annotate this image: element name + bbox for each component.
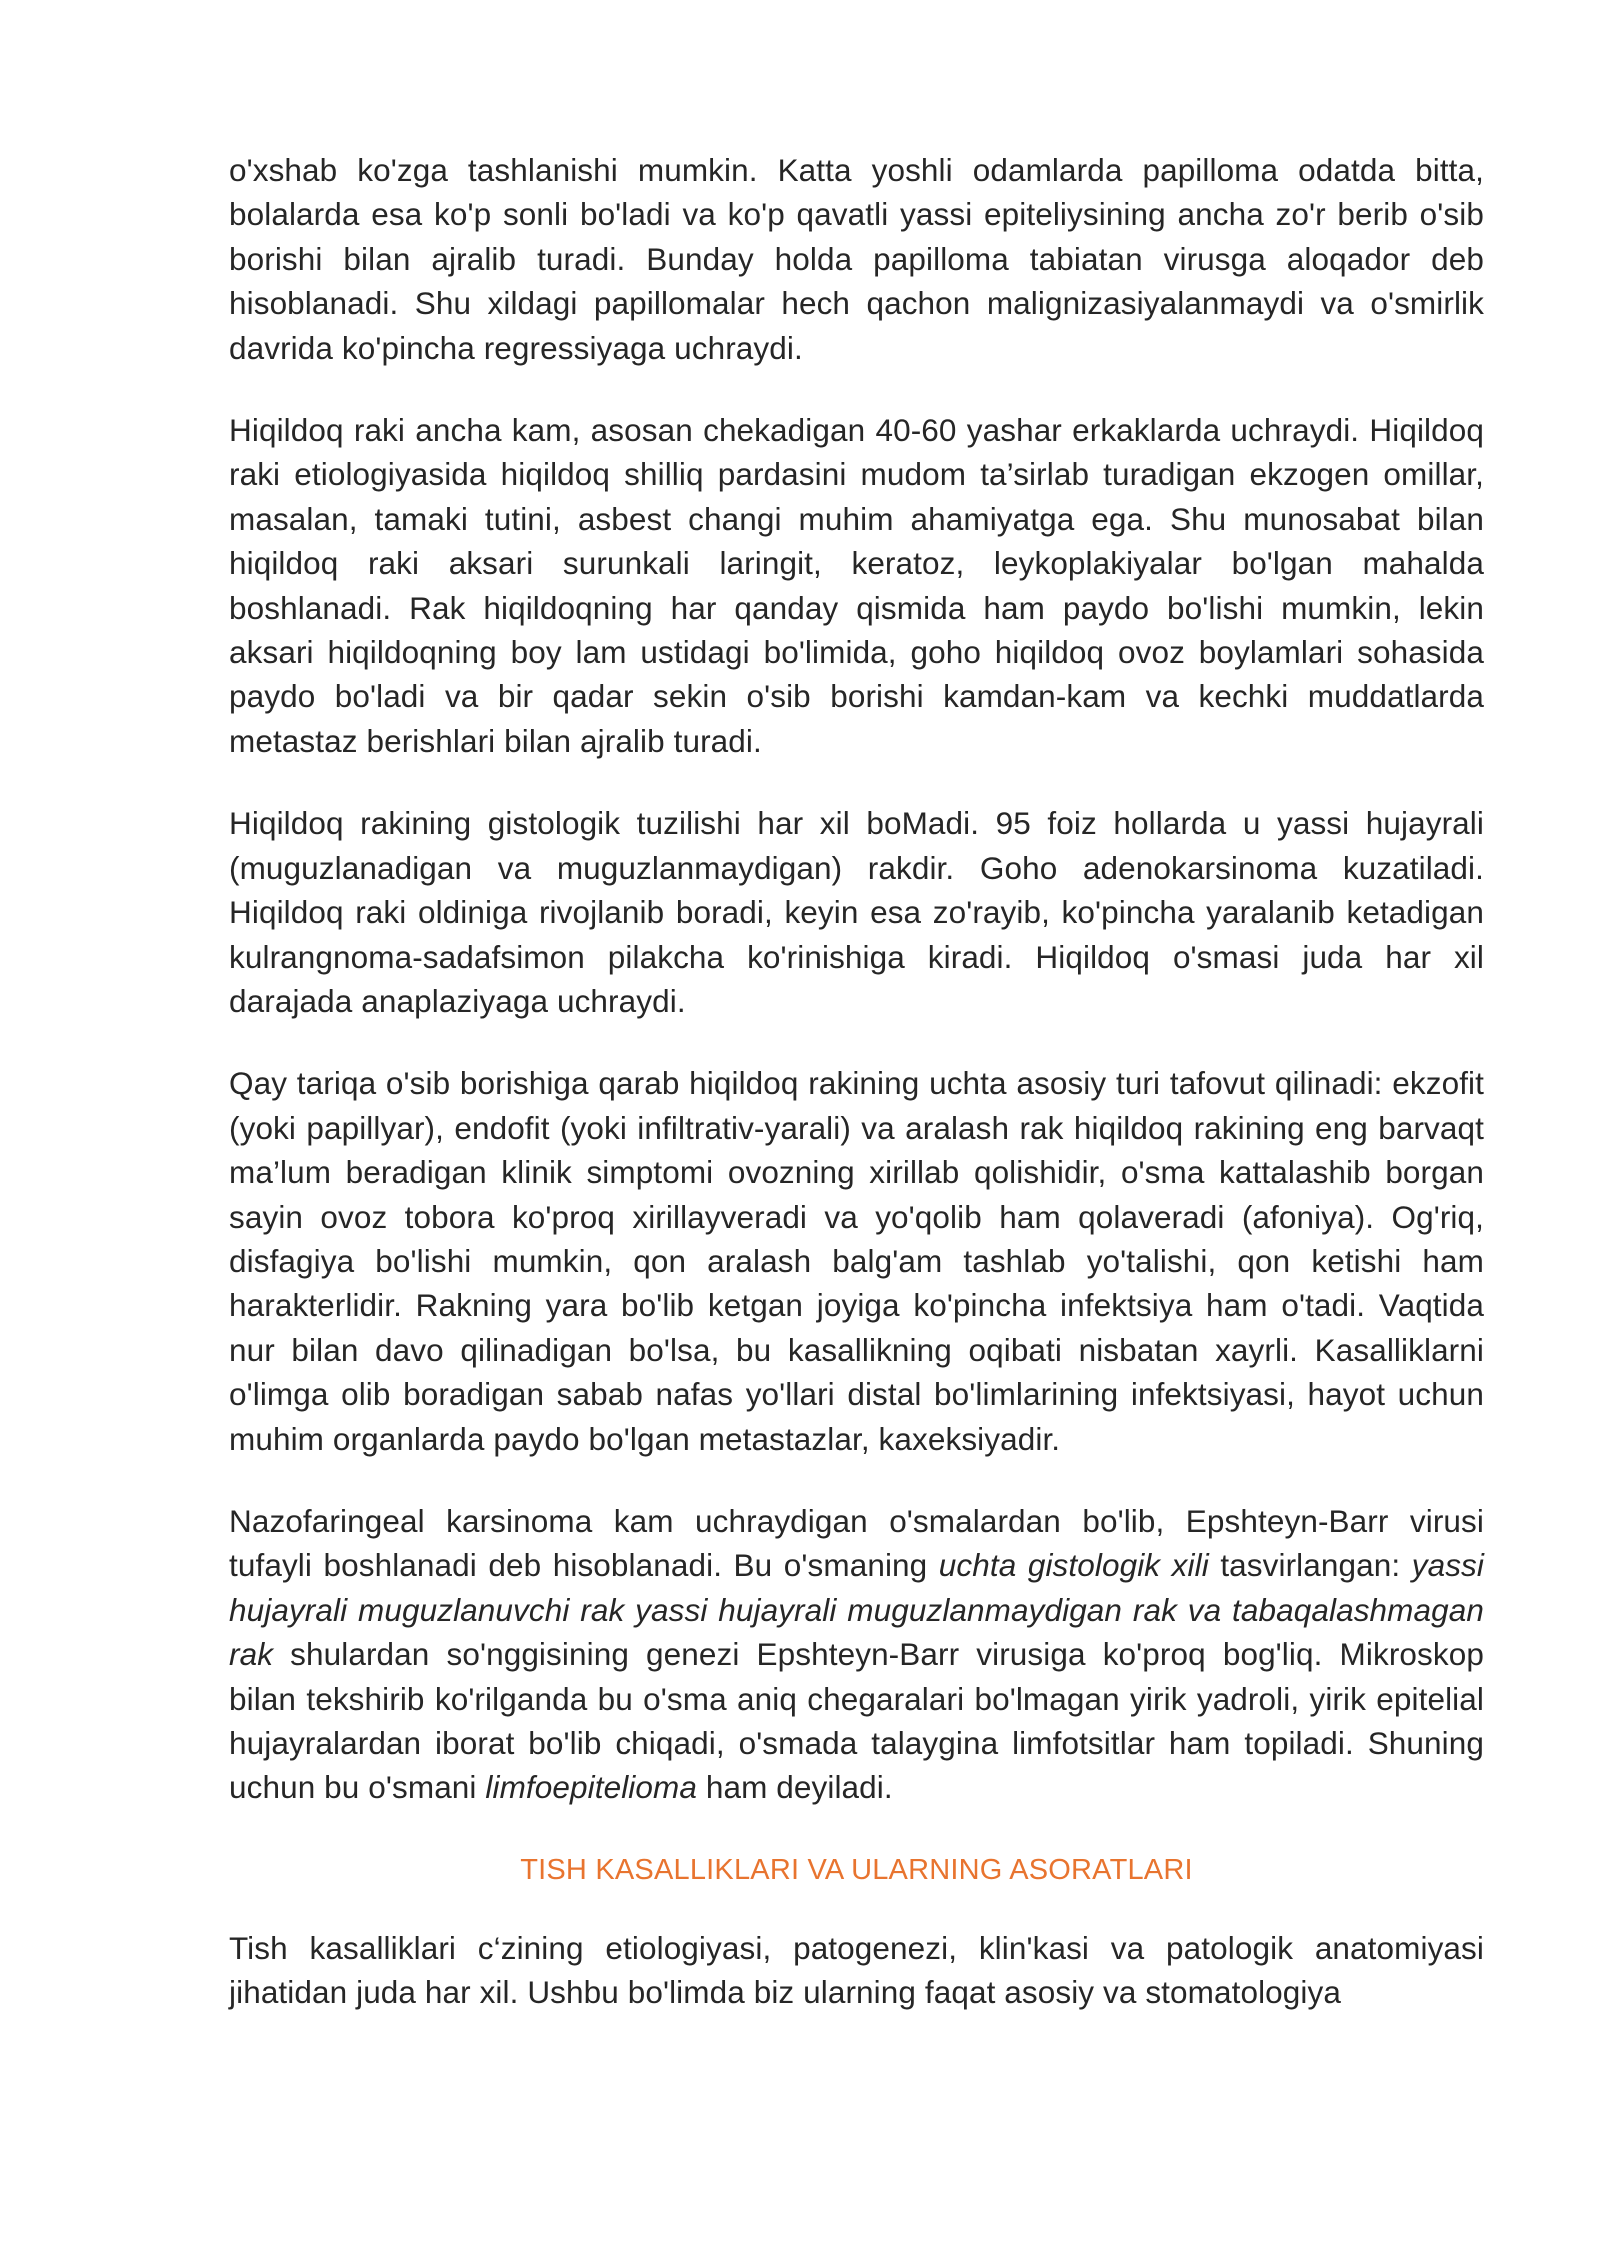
paragraph-nasopharyngeal	[229, 1499, 1484, 1810]
section-heading: TISH KASALLIKLARI VA ULARNING ASORATLARI	[520, 1853, 1193, 1886]
paragraph-histology: Hiqildoq rakining gistologik tuzilishi har xil boMadi. 95 foiz hollarda u yassi hujayrali (muguzlanadigan va muguzlanmaydigan) rakdir. Goho adenokarsinoma kuzatiladi. Hiqildoq raki oldiniga rivojlanib boradi, keyin esa zo'rayib, ko'pincha yaralanib ketadigan kulrangnoma-sadafsimon pilakcha ko'rinishiga kiradi. Hiqildoq o'smasi juda har xil darajada anaplaziyaga uchraydi.	[229, 805, 1484, 1019]
paragraph-dental-diseases: Tish kasalliklari c‘zining etiologiyasi, patogenezi, klin'kasi va patologik anatomiyasi jihatidan juda har xil. Ushbu bo'limda biz ularning faqat asosiy va stomatologiya	[229, 1929, 1484, 2011]
text-run: Nazofaringeal karsinoma kam uchraydigan o'smalardan bo'lib, Epshteyn-Barr virusi tufayli boshlanadi deb hisoblanadi. Bu o'smaning	[229, 1502, 1484, 1584]
italic-run: yassi hujayrali muguzlanuvchi rak yassi hujayrali muguzlanmaydigan rak va tabaqalashmagan rak	[229, 1547, 1484, 1673]
paragraph-larynx-cancer: Hiqildoq raki ancha kam, asosan chekadigan 40-60 yashar erkaklarda uchraydi. Hiqildoq raki etiologiyasida hiqildoq shilliq pardasini mudom ta’sirlab turadigan ekzogen omillar, masalan, tamaki tutini, asbest changi muhim ahamiyatga ega. Shu munosabat bilan hiqildoq raki aksari surunkali laringit, keratoz, leykoplakiyalar bo'lgan mahalda boshlanadi. Rak hiqildoqning har qanday qismida ham paydo bo'lishi mumkin, lekin aksari hiqildoqning boy lam ustidagi bo'limida, goho hiqildoq ovoz boylamlari sohasida paydo bo'ladi va bir qadar sekin o'sib borishi kamdan-kam va kechki muddatlarda metastaz berishlari bilan ajralib turadi.	[229, 412, 1484, 759]
text-run: shulardan so'nggisining genezi Epshteyn-Barr virusiga ko'proq bog'liq. Mikroskop bilan tekshirib ko'rilganda bu o'sma aniq chegaralari bo'lmagan yirik yadroli, yirik epitelial hujayralardan iborat bo'lib chiqadi, o'smada talaygina limfotsitlar ham topiladi. Shuning uchun bu o'smani	[229, 1636, 1484, 1806]
paragraph-growth-types: Qay tariqa o'sib borishiga qarab hiqildoq rakining uchta asosiy turi tafovut qilinadi: ekzofit (yoki papillyar), endofit (yoki infiltrativ-yarali) va aralash rak hiqildoq rakining eng barvaqt ma’lum beradigan klinik simptomi ovozning xirillab qolishidir, o'sma kattalashib borgan sayin ovoz tobora ko'proq xirillayveradi va yo'qolib ham qolaveradi (afoniya). Og'riq, disfagiya bo'lishi mumkin, qon aralash balg'am tashlab yo'talishi, qon ketishi ham harakterlidir. Rakning yara bo'lib ketgan joyiga ko'pincha infektsiya ham o'tadi. Vaqtida nur bilan davo qilinadigan bo'lsa, bu kasallikning oqibati nisbatan xayrli. Kasalliklarni o'limga olib boradigan sabab nafas yo'llari distal bo'limlarining infektsiyasi, hayot uchun muhim organlarda paydo bo'lgan metastazlar, kaxeksiyadir.	[229, 1065, 1484, 1457]
document-page	[229, 148, 1484, 2015]
text-run: tasvirlangan:	[1208, 1547, 1412, 1584]
italic-run: uchta gistologik xili	[938, 1547, 1209, 1584]
italic-run: limfoepitelioma	[485, 1769, 697, 1806]
text-run: ham deyiladi.	[696, 1769, 893, 1806]
paragraph-papilloma: o'xshab ko'zga tashlanishi mumkin. Katta yoshli odamlarda papilloma odatda bitta, bolalarda esa ko'p sonli bo'ladi va ko'p qavatli yassi epiteliysining ancha zo'r berib o'sib borishi bilan ajralib turadi. Bunday holda papilloma tabiatan virusga aloqador deb hisoblanadi. Shu xildagi papillomalar hech qachon malignizasiyalanmaydi va o'smirlik davrida ko'pincha regressiyaga uchraydi.	[229, 152, 1484, 366]
